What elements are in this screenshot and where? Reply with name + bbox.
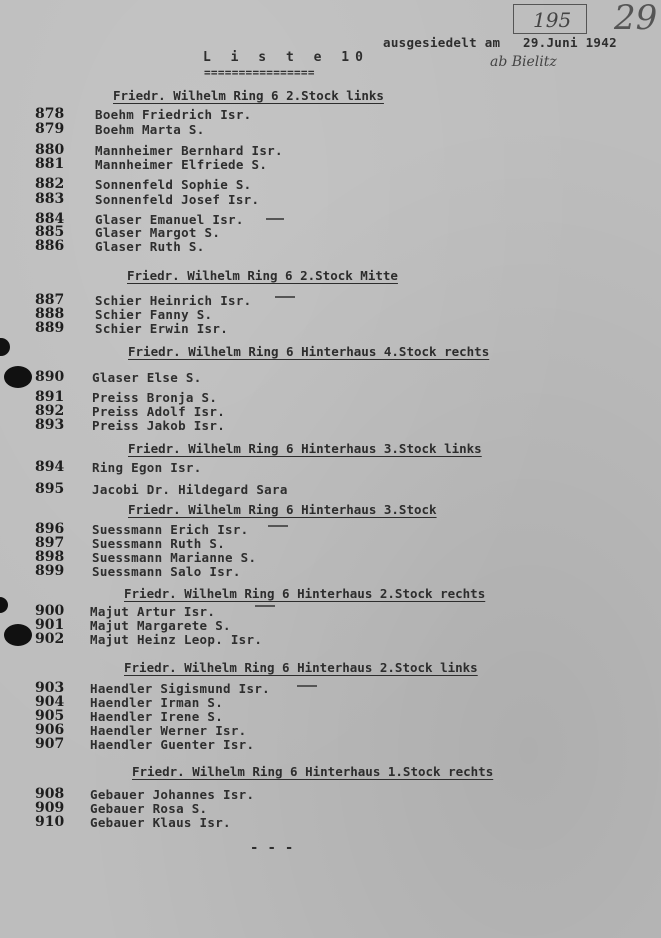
title-underline: ================ (204, 66, 315, 79)
entry-number: 880 (35, 142, 65, 158)
punch-hole (0, 338, 10, 356)
entry-number: 910 (35, 814, 65, 830)
check-mark (275, 296, 295, 298)
entry-number: 905 (35, 708, 65, 724)
entry-name: Gebauer Johannes Isr. (90, 787, 255, 802)
entry-number: 892 (35, 403, 65, 419)
entry-name: Mannheimer Elfriede S. (95, 157, 268, 172)
entry-number: 898 (35, 549, 65, 565)
entry-name: Majut Margarete S. (90, 618, 231, 633)
punch-hole (0, 597, 8, 613)
entry-number: 901 (35, 617, 65, 633)
list-title: L i s t e 10 (203, 50, 369, 65)
entry-number: 890 (35, 369, 65, 385)
entry-name: Jacobi Dr. Hildegard Sara (92, 482, 288, 497)
entry-name: Gebauer Rosa S. (90, 801, 208, 816)
entry-number: 906 (35, 722, 65, 738)
entry-name: Glaser Margot S. (95, 225, 221, 240)
entry-name: Mannheimer Bernhard Isr. (95, 143, 283, 158)
entry-number: 891 (35, 389, 65, 405)
entry-name: Haendler Guenter Isr. (90, 737, 255, 752)
entry-number: 903 (35, 680, 65, 696)
entry-number: 908 (35, 786, 65, 802)
entry-number: 899 (35, 563, 65, 579)
entry-name: Boehm Friedrich Isr. (95, 107, 252, 122)
end-of-list-mark: - - - (250, 840, 294, 856)
entry-number: 883 (35, 191, 65, 207)
section-heading: Friedr. Wilhelm Ring 6 Hinterhaus 3.Stock (128, 502, 437, 517)
entry-number: 897 (35, 535, 65, 551)
check-mark (255, 605, 275, 607)
deported-label: ausgesiedelt am (383, 35, 501, 50)
check-mark (266, 218, 284, 220)
entry-number: 879 (35, 121, 65, 137)
punch-hole (4, 624, 32, 646)
entry-name: Haendler Sigismund Isr. (90, 681, 270, 696)
entry-name: Suessmann Ruth S. (92, 536, 226, 551)
punch-hole (4, 366, 32, 388)
section-heading: Friedr. Wilhelm Ring 6 Hinterhaus 2.Stock rechts (124, 586, 486, 601)
entry-name: Schier Erwin Isr. (95, 321, 229, 336)
section-heading: Friedr. Wilhelm Ring 6 Hinterhaus 3.Stock links (128, 441, 482, 456)
entry-number: 885 (35, 224, 65, 240)
entry-number: 889 (35, 320, 65, 336)
entry-number: 895 (35, 481, 65, 497)
check-mark (297, 685, 317, 687)
deportation-date: 29.Juni 1942 (523, 35, 617, 50)
entry-name: Haendler Werner Isr. (90, 723, 247, 738)
entry-name: Suessmann Marianne S. (92, 550, 257, 565)
entry-name: Majut Heinz Leop. Isr. (90, 632, 263, 647)
entry-name: Haendler Irene S. (90, 709, 224, 724)
page-number: 29 (614, 0, 658, 38)
entry-name: Preiss Bronja S. (92, 390, 218, 405)
destination-note: ab Bielitz (490, 54, 557, 70)
entry-name: Boehm Marta S. (95, 122, 205, 137)
entry-number: 909 (35, 800, 65, 816)
entry-name: Suessmann Erich Isr. (92, 522, 249, 537)
entry-number: 907 (35, 736, 65, 752)
entry-name: Schier Fanny S. (95, 307, 213, 322)
entry-number: 882 (35, 176, 65, 192)
entry-name: Sonnenfeld Sophie S. (95, 177, 252, 192)
entry-name: Glaser Else S. (92, 370, 202, 385)
entry-name: Sonnenfeld Josef Isr. (95, 192, 260, 207)
entry-name: Suessmann Salo Isr. (92, 564, 241, 579)
entry-name: Schier Heinrich Isr. (95, 293, 252, 308)
entry-name: Ring Egon Isr. (92, 460, 202, 475)
entry-number: 893 (35, 417, 65, 433)
entry-number: 900 (35, 603, 65, 619)
section-heading: Friedr. Wilhelm Ring 6 Hinterhaus 1.Stock rechts (132, 764, 494, 779)
section-heading: Friedr. Wilhelm Ring 6 2.Stock Mitte (127, 268, 398, 283)
entry-name: Haendler Irman S. (90, 695, 224, 710)
archive-number: 195 (533, 8, 572, 32)
entry-name: Majut Artur Isr. (90, 604, 216, 619)
entry-number: 886 (35, 238, 65, 254)
check-mark (268, 525, 288, 527)
section-heading: Friedr. Wilhelm Ring 6 2.Stock links (113, 88, 384, 103)
section-heading: Friedr. Wilhelm Ring 6 Hinterhaus 4.Stock rechts (128, 344, 490, 359)
entry-number: 887 (35, 292, 65, 308)
section-heading: Friedr. Wilhelm Ring 6 Hinterhaus 2.Stock links (124, 660, 478, 675)
entry-number: 881 (35, 156, 65, 172)
entry-number: 888 (35, 306, 65, 322)
entry-name: Preiss Adolf Isr. (92, 404, 226, 419)
entry-number: 904 (35, 694, 65, 710)
entry-name: Gebauer Klaus Isr. (90, 815, 231, 830)
entry-number: 894 (35, 459, 65, 475)
entry-name: Glaser Emanuel Isr. (95, 212, 244, 227)
entry-number: 884 (35, 211, 65, 227)
entry-name: Preiss Jakob Isr. (92, 418, 226, 433)
entry-number: 896 (35, 521, 65, 537)
entry-number: 878 (35, 106, 65, 122)
entry-number: 902 (35, 631, 65, 647)
entry-name: Glaser Ruth S. (95, 239, 205, 254)
